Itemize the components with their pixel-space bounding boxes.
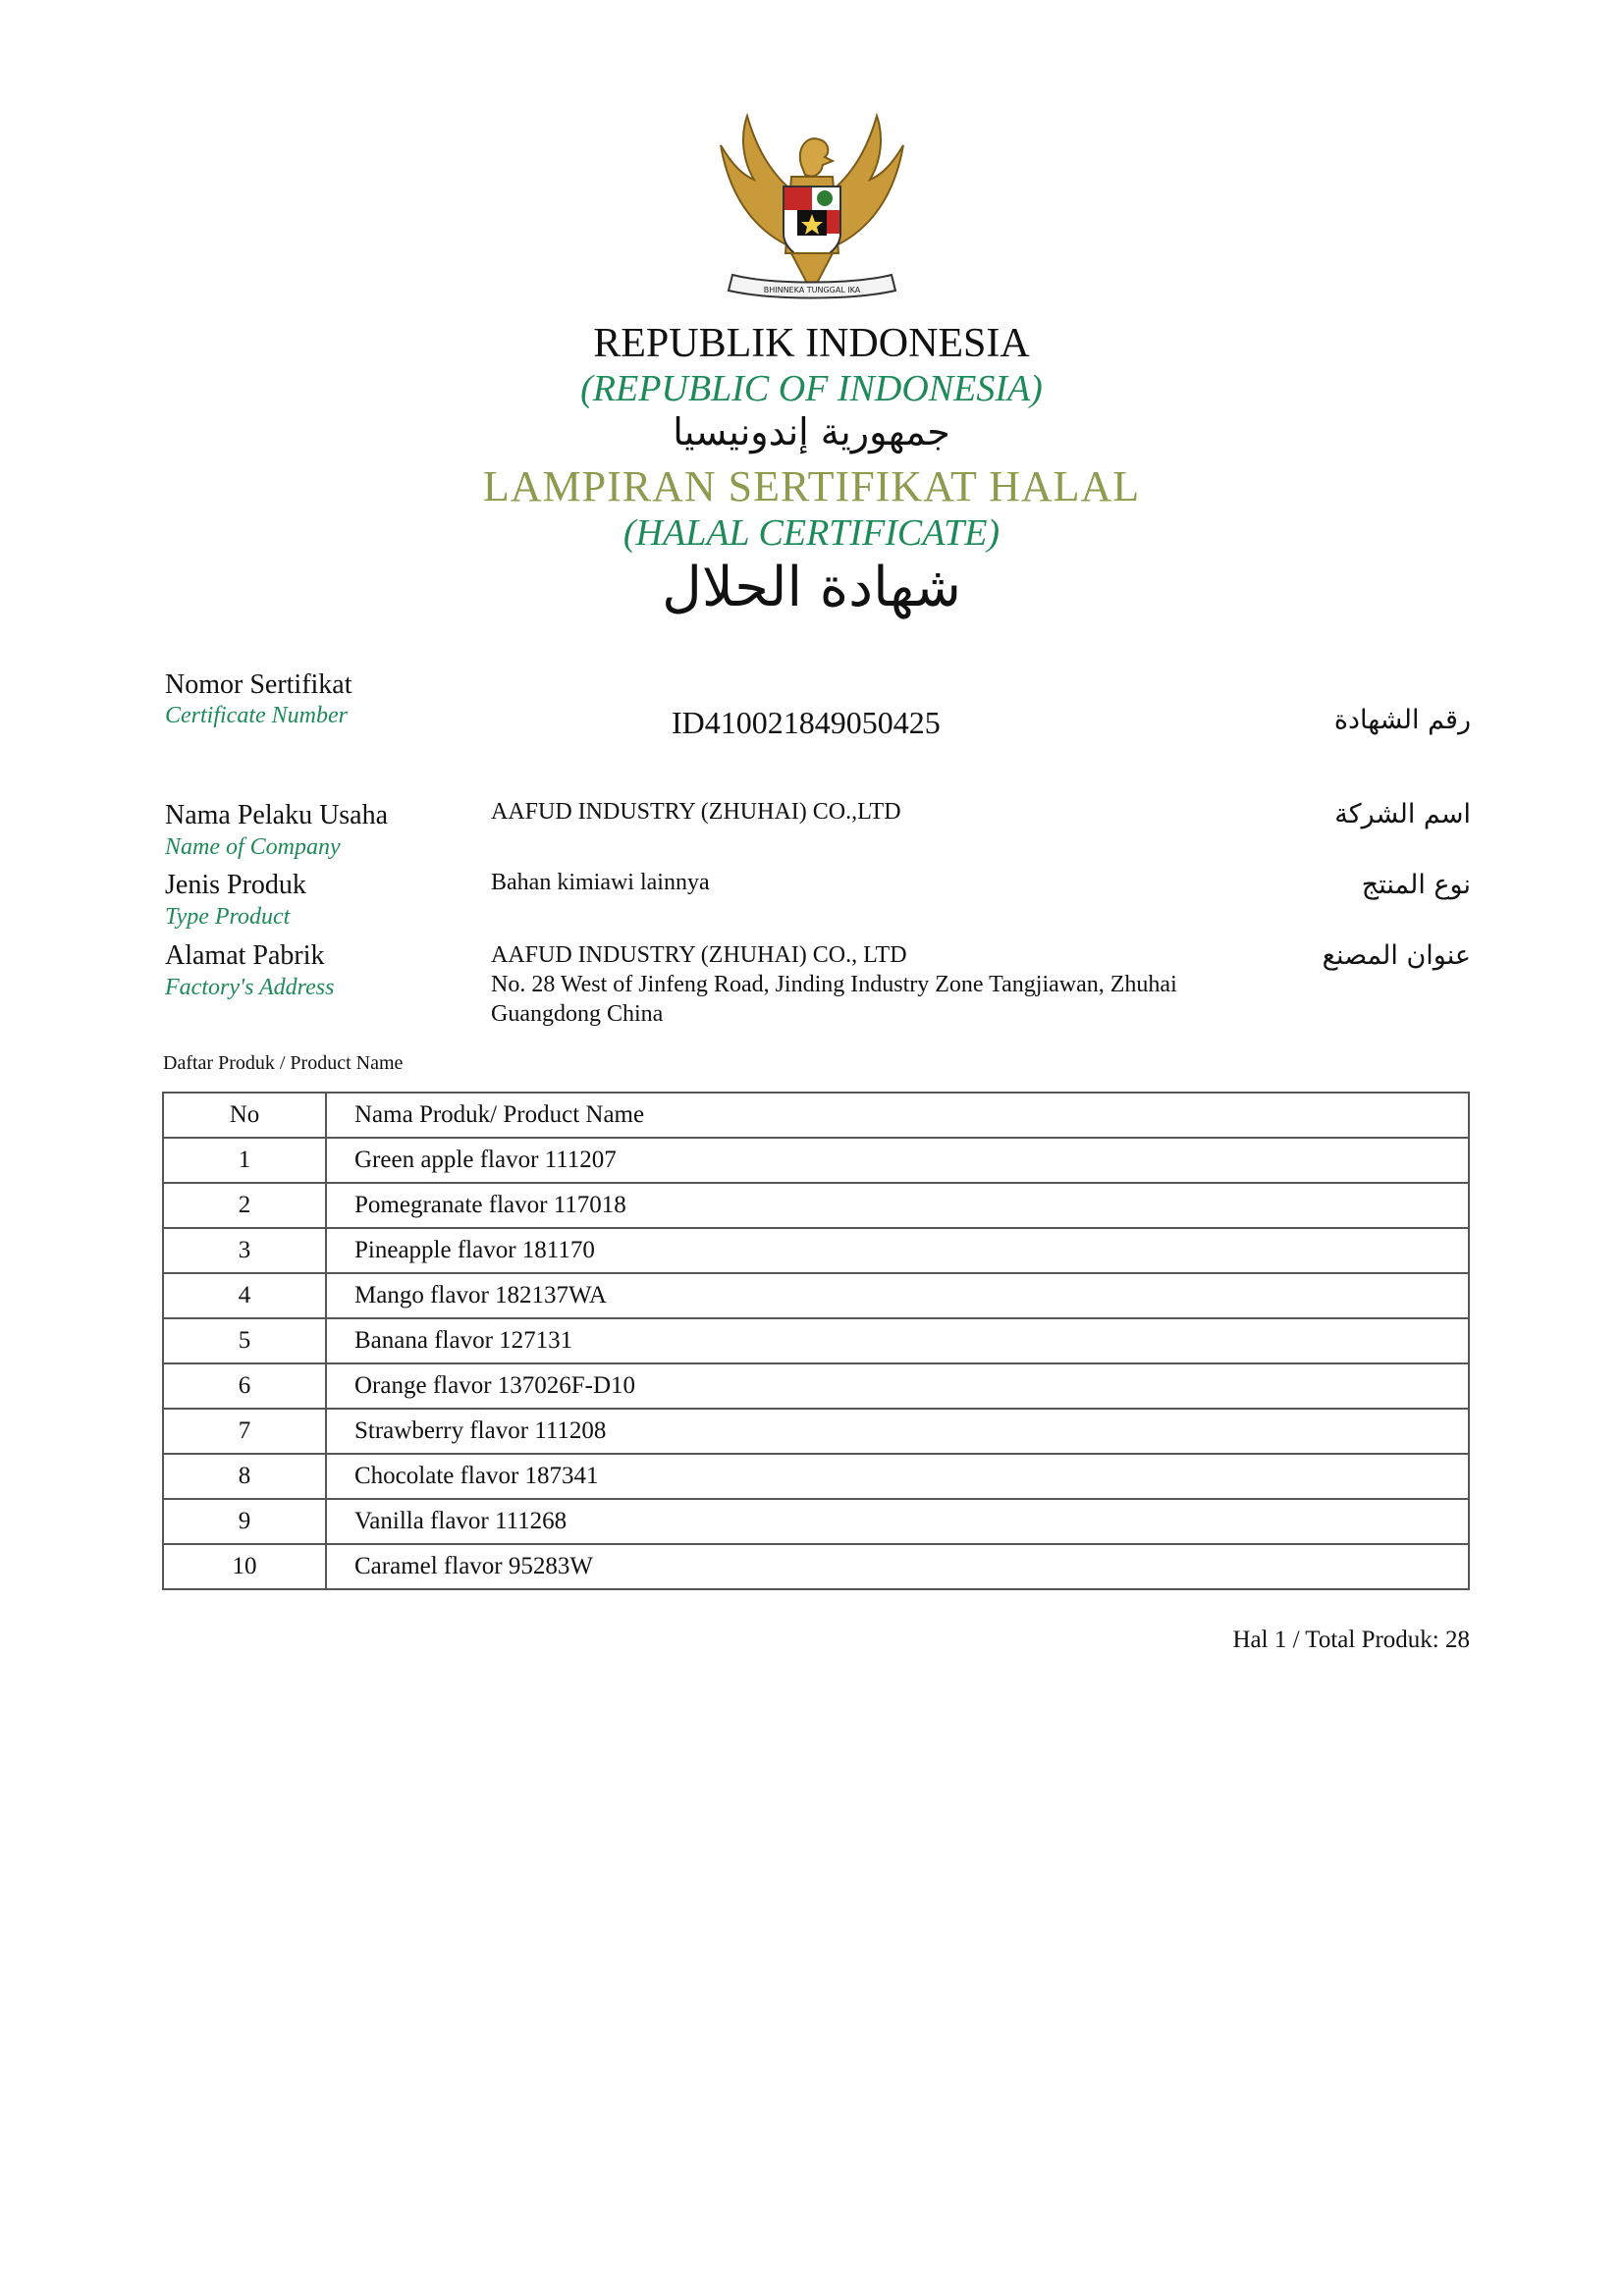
certificate-title-en: (HALAL CERTIFICATE): [622, 512, 1001, 554]
address-line-2: No. 28 West of Jinfeng Road, Jinding Industry Zone Tangjiawan, Zhuhai: [491, 972, 1177, 997]
emblem-motto: BHINNEKA TUNGGAL IKA: [763, 286, 861, 294]
product-type-value: Bahan kimiawi lainnya: [491, 870, 710, 895]
product-table: [162, 1092, 1470, 1590]
table-row: [163, 1544, 1469, 1589]
row-no: 9: [163, 1499, 326, 1544]
certificate-title-ar: شهادة الحلال: [662, 556, 961, 619]
table-row: [163, 1454, 1469, 1499]
cert-number-label-en: Certificate Number: [165, 703, 348, 728]
row-product-name: Orange flavor 137026F-D10: [326, 1363, 1469, 1409]
row-no: 10: [163, 1544, 326, 1589]
product-type-label-ar: نوع المنتج: [1361, 870, 1471, 900]
column-header-name: Nama Produk/ Product Name: [326, 1093, 1469, 1138]
cert-number-label: Nomor Sertifikat: [165, 669, 352, 700]
address-line-3: Guangdong China: [491, 1001, 664, 1027]
row-product-name: Vanilla flavor 111268: [326, 1499, 1469, 1544]
company-value: AAFUD INDUSTRY (ZHUHAI) CO.,LTD: [491, 799, 901, 825]
row-product-name: Pineapple flavor 181170: [326, 1228, 1469, 1273]
row-product-name: Chocolate flavor 187341: [326, 1454, 1469, 1499]
row-no: 6: [163, 1363, 326, 1409]
table-row: [163, 1273, 1469, 1318]
address-label-ar: عنوان المصنع: [1322, 940, 1471, 971]
row-no: 1: [163, 1138, 326, 1183]
table-row: [163, 1138, 1469, 1183]
product-type-label-en: Type Product: [165, 904, 291, 930]
row-no: 3: [163, 1228, 326, 1273]
row-product-name: Mango flavor 182137WA: [326, 1273, 1469, 1318]
table-header-row: [163, 1093, 1469, 1138]
page-info: Hal 1 / Total Produk: 28: [1232, 1627, 1470, 1653]
country-title: REPUBLIK INDONESIA: [593, 321, 1030, 366]
row-no: 5: [163, 1318, 326, 1363]
column-header-no: No: [163, 1093, 326, 1138]
garuda-emblem-icon: [703, 106, 921, 317]
row-no: 7: [163, 1409, 326, 1454]
row-product-name: Caramel flavor 95283W: [326, 1544, 1469, 1589]
table-row: [163, 1363, 1469, 1409]
certificate-title: LAMPIRAN SERTIFIKAT HALAL: [482, 462, 1141, 510]
row-no: 4: [163, 1273, 326, 1318]
row-product-name: Pomegranate flavor 117018: [326, 1183, 1469, 1228]
company-label: Nama Pelaku Usaha: [165, 800, 389, 830]
row-product-name: Green apple flavor 111207: [326, 1138, 1469, 1183]
row-product-name: Strawberry flavor 111208: [326, 1409, 1469, 1454]
row-no: 8: [163, 1454, 326, 1499]
product-list-caption: Daftar Produk / Product Name: [163, 1052, 404, 1074]
row-no: 2: [163, 1183, 326, 1228]
table-row: [163, 1499, 1469, 1544]
table-row: [163, 1183, 1469, 1228]
country-title-en: (REPUBLIC OF INDONESIA): [580, 368, 1043, 409]
cert-number-value: ID410021849050425: [672, 705, 941, 740]
product-type-label: Jenis Produk: [165, 870, 306, 900]
company-label-en: Name of Company: [165, 834, 341, 860]
cert-number-label-ar: رقم الشهادة: [1333, 705, 1471, 735]
address-label: Alamat Pabrik: [165, 940, 325, 971]
table-row: [163, 1318, 1469, 1363]
country-title-ar: جمهورية إندونيسيا: [673, 410, 950, 454]
table-row: [163, 1228, 1469, 1273]
address-label-en: Factory's Address: [165, 975, 335, 1000]
company-label-ar: اسم الشركة: [1334, 799, 1471, 829]
row-product-name: Banana flavor 127131: [326, 1318, 1469, 1363]
table-row: [163, 1409, 1469, 1454]
address-line-1: AAFUD INDUSTRY (ZHUHAI) CO., LTD: [491, 942, 907, 968]
